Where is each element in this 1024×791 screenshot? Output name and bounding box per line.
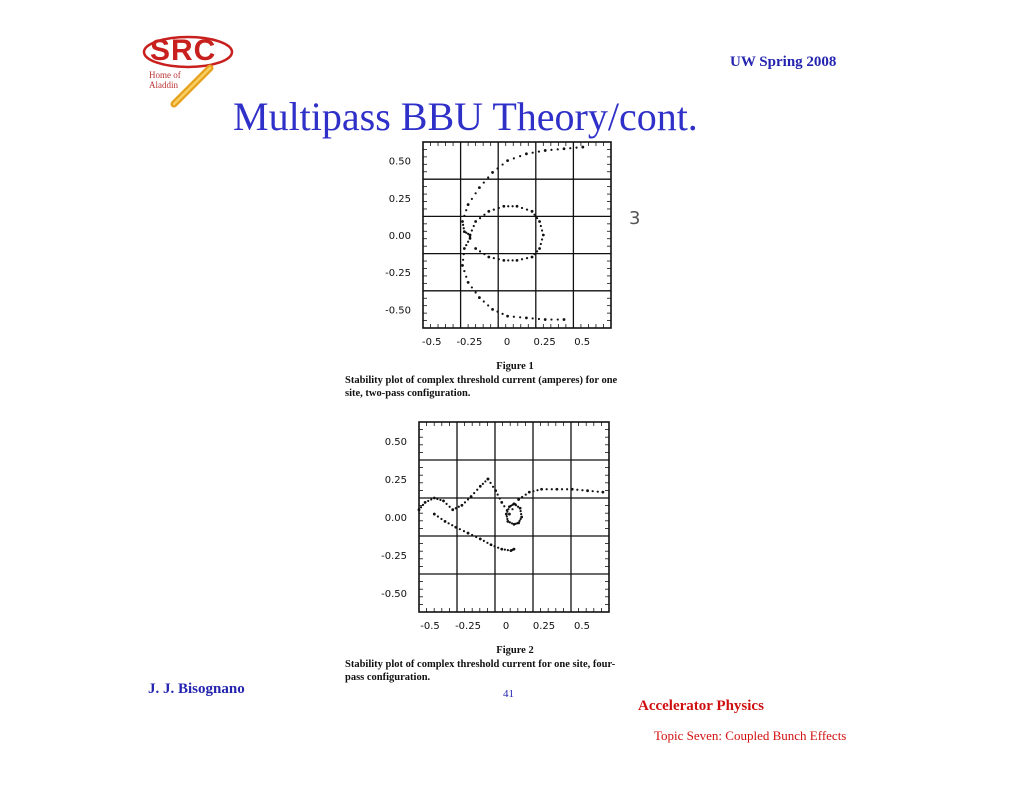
data-point (494, 489, 497, 492)
data-point (483, 253, 485, 255)
data-point (470, 495, 473, 498)
data-point (500, 548, 503, 551)
data-point (498, 207, 500, 209)
data-point (581, 489, 583, 491)
y-tick-label: 0.00 (388, 231, 411, 242)
data-point (540, 488, 543, 491)
y-tick-label: -0.25 (381, 551, 407, 562)
data-point (427, 500, 429, 502)
data-point (448, 522, 450, 524)
data-point (502, 205, 505, 208)
data-point (498, 258, 500, 260)
data-point (504, 549, 506, 551)
data-point (541, 238, 543, 240)
data-point (538, 318, 540, 320)
data-point (506, 515, 508, 517)
data-point (479, 217, 481, 219)
figure-1-caption-line1: Stability plot of complex threshold current (amperes) for one (345, 375, 618, 386)
data-point (551, 488, 553, 490)
data-point (519, 155, 521, 157)
data-point (483, 214, 485, 216)
data-point (525, 493, 527, 495)
y-tick-label: -0.50 (385, 305, 411, 317)
y-tick-label: 0.50 (384, 437, 407, 448)
data-point (465, 276, 467, 278)
data-point (516, 259, 519, 262)
data-point (557, 148, 559, 150)
data-point (496, 311, 498, 313)
data-point (513, 316, 515, 318)
data-point (536, 489, 538, 491)
data-point (439, 499, 441, 501)
data-point (487, 304, 489, 306)
term-label: UW Spring 2008 (730, 54, 837, 70)
data-point (542, 234, 545, 237)
topic-title: Topic Seven: Coupled Bunch Effects (654, 728, 847, 743)
data-point (493, 545, 495, 547)
data-point (455, 507, 457, 509)
figure-2 (345, 420, 675, 684)
figure-1-plot (345, 140, 665, 360)
data-point (511, 508, 513, 510)
logo-sub-line2: Aladdin (149, 80, 178, 90)
data-point (581, 146, 584, 149)
data-point (544, 318, 547, 321)
data-point (486, 542, 488, 544)
slide-title: Multipass BBU Theory/cont. (233, 94, 698, 139)
data-point (451, 524, 453, 526)
x-tick-label: 0.25 (533, 337, 556, 348)
data-point (557, 318, 559, 320)
data-point (462, 259, 464, 261)
data-point (487, 176, 489, 178)
data-point (517, 506, 519, 508)
y-tick-label: 0.25 (384, 475, 407, 486)
data-point (418, 508, 421, 511)
data-point (563, 147, 566, 150)
data-point (463, 215, 465, 217)
data-point (526, 209, 528, 211)
data-point (497, 493, 499, 495)
y-tick-label: 0.00 (384, 513, 407, 524)
data-point (464, 501, 466, 503)
plot-frame (423, 142, 611, 328)
data-point (512, 205, 514, 207)
data-point (506, 315, 509, 318)
figure-2-caption (345, 644, 675, 684)
handwritten-annotation: 3 (629, 208, 641, 229)
data-point (465, 209, 467, 211)
data-point (422, 504, 424, 506)
data-point (566, 488, 568, 490)
data-point (571, 488, 574, 491)
x-tick-label: -0.5 (420, 621, 440, 632)
data-point (550, 318, 552, 320)
data-point (533, 214, 535, 216)
data-point (540, 225, 542, 227)
data-point (433, 497, 436, 500)
data-point (501, 313, 503, 315)
data-point (437, 515, 439, 517)
data-point (513, 157, 515, 159)
data-point (479, 538, 482, 541)
data-point (478, 186, 481, 189)
data-point (561, 488, 563, 490)
figure-2-plot (345, 420, 665, 644)
data-point (521, 207, 523, 209)
data-point (471, 198, 473, 200)
data-point (505, 513, 508, 516)
data-point (479, 485, 482, 488)
data-point (467, 498, 469, 500)
y-tick-label: 0.50 (388, 156, 411, 168)
data-point (536, 250, 538, 252)
data-point (469, 237, 472, 240)
data-point (475, 536, 477, 538)
data-point (471, 286, 473, 288)
data-point (508, 513, 511, 516)
data-point (465, 244, 467, 246)
data-point (449, 506, 451, 508)
data-point (538, 220, 541, 223)
data-point (507, 259, 509, 261)
data-point (459, 528, 461, 530)
data-point (513, 548, 516, 551)
plot-frame (419, 422, 609, 612)
data-point (521, 496, 523, 498)
data-point (463, 253, 465, 255)
data-point (506, 159, 509, 162)
data-point (442, 500, 445, 503)
data-point (528, 491, 531, 494)
data-point (491, 171, 494, 174)
figure-2-caption-line2: pass configuration. (345, 672, 431, 683)
data-point (520, 510, 522, 512)
x-tick-label: 0 (502, 621, 510, 632)
data-point (576, 489, 578, 491)
figure-2-number: Figure 2 (496, 645, 534, 656)
data-point (482, 483, 484, 485)
data-point (479, 250, 481, 252)
data-point (507, 508, 509, 510)
data-point (586, 489, 589, 492)
data-point (461, 220, 464, 223)
data-point (467, 532, 470, 535)
data-point (484, 480, 486, 482)
data-point (474, 247, 477, 250)
data-point (506, 518, 508, 520)
y-tick-label: -0.50 (381, 589, 407, 600)
data-point (531, 256, 534, 259)
data-point (516, 205, 519, 208)
data-point (500, 501, 503, 504)
figure-2-caption-line1: Stability plot of complex threshold current for one site, four- (345, 659, 616, 670)
data-point (538, 150, 540, 152)
author: J. J. Bisognano (148, 681, 245, 697)
data-point (463, 530, 465, 532)
data-point (541, 229, 543, 231)
data-point (461, 504, 464, 507)
data-point (601, 491, 604, 494)
data-point (544, 149, 547, 152)
data-point (525, 316, 528, 319)
data-point (531, 210, 534, 213)
data-point (563, 318, 566, 321)
data-point (433, 513, 436, 516)
data-point (440, 518, 442, 520)
x-tick-label: -0.25 (455, 621, 481, 632)
data-point (483, 540, 485, 542)
data-point (475, 192, 477, 194)
data-point (475, 291, 477, 293)
data-point (519, 507, 522, 510)
x-tick-label: 0.5 (574, 337, 591, 348)
data-point (463, 270, 465, 272)
data-point (493, 209, 495, 211)
figure-1 (345, 140, 675, 400)
data-point (496, 167, 498, 169)
data-point (467, 281, 470, 284)
logo-sub-line1: Home of (149, 70, 181, 80)
data-point (569, 147, 571, 149)
data-point (517, 498, 520, 501)
data-point (550, 149, 552, 151)
data-point (487, 478, 490, 481)
data-point (463, 227, 465, 229)
data-point (458, 506, 460, 508)
data-point (461, 264, 464, 267)
data-point (507, 549, 509, 551)
data-point (506, 511, 508, 513)
data-point (465, 232, 467, 234)
data-point (520, 513, 522, 515)
data-point (483, 300, 485, 302)
data-point (521, 258, 523, 260)
course-title: Accelerator Physics (638, 698, 764, 714)
src-logo (140, 34, 245, 112)
data-point (507, 205, 509, 207)
x-tick-label: 0.25 (532, 621, 556, 632)
logo-text: SRC (150, 34, 217, 67)
data-point (525, 152, 528, 155)
data-point (493, 257, 495, 259)
data-point (487, 256, 490, 259)
data-point (471, 534, 473, 536)
data-point (478, 296, 481, 299)
data-point (424, 501, 427, 504)
data-point (444, 520, 447, 523)
data-point (473, 492, 475, 494)
y-tick-label: 0.25 (388, 193, 411, 205)
figure-1-caption (345, 360, 675, 400)
data-point (492, 486, 494, 488)
figure-1-number: Figure 1 (496, 361, 534, 372)
logo-subtitle (149, 70, 181, 90)
data-point (556, 488, 559, 491)
data-point (497, 547, 499, 549)
data-point (471, 229, 473, 231)
data-point (467, 241, 469, 243)
data-point (463, 247, 466, 250)
figure-1-caption-line2: site, two-pass configuration. (345, 388, 471, 399)
data-point (536, 217, 538, 219)
data-point (499, 497, 501, 499)
data-point (487, 210, 490, 213)
data-point (506, 520, 509, 523)
data-point (502, 259, 505, 262)
y-tick-label: -0.25 (385, 268, 411, 280)
data-point (519, 316, 521, 318)
data-point (474, 220, 477, 223)
data-point (454, 526, 457, 529)
data-point (462, 224, 464, 226)
data-point (473, 225, 475, 227)
data-point (503, 505, 505, 507)
data-point (538, 247, 541, 250)
data-point (436, 498, 438, 500)
data-point (469, 234, 472, 237)
data-point (520, 518, 522, 520)
x-tick-label: 0.5 (574, 621, 590, 632)
data-point (467, 203, 470, 206)
data-point (476, 489, 478, 491)
data-point (540, 243, 542, 245)
data-point (445, 503, 447, 505)
data-point (575, 147, 577, 149)
data-point (546, 488, 548, 490)
data-point (420, 506, 422, 508)
data-point (490, 543, 493, 546)
data-point (511, 522, 513, 524)
data-point (532, 152, 534, 154)
data-point (597, 491, 599, 493)
data-point (430, 498, 432, 500)
data-point (513, 502, 516, 505)
x-tick-label: -0.5 (422, 337, 442, 348)
data-point (526, 257, 528, 259)
data-point (592, 490, 594, 492)
data-point (491, 308, 494, 311)
data-point (512, 259, 514, 261)
x-tick-label: -0.25 (456, 337, 483, 348)
x-tick-label: 0 (503, 337, 511, 348)
page-number: 41 (503, 688, 514, 700)
data-point (532, 317, 534, 319)
data-point (501, 163, 503, 165)
data-point (451, 508, 454, 511)
data-point (515, 504, 517, 506)
data-point (483, 181, 485, 183)
data-point (532, 490, 534, 492)
data-point (533, 253, 535, 255)
data-point (489, 482, 491, 484)
